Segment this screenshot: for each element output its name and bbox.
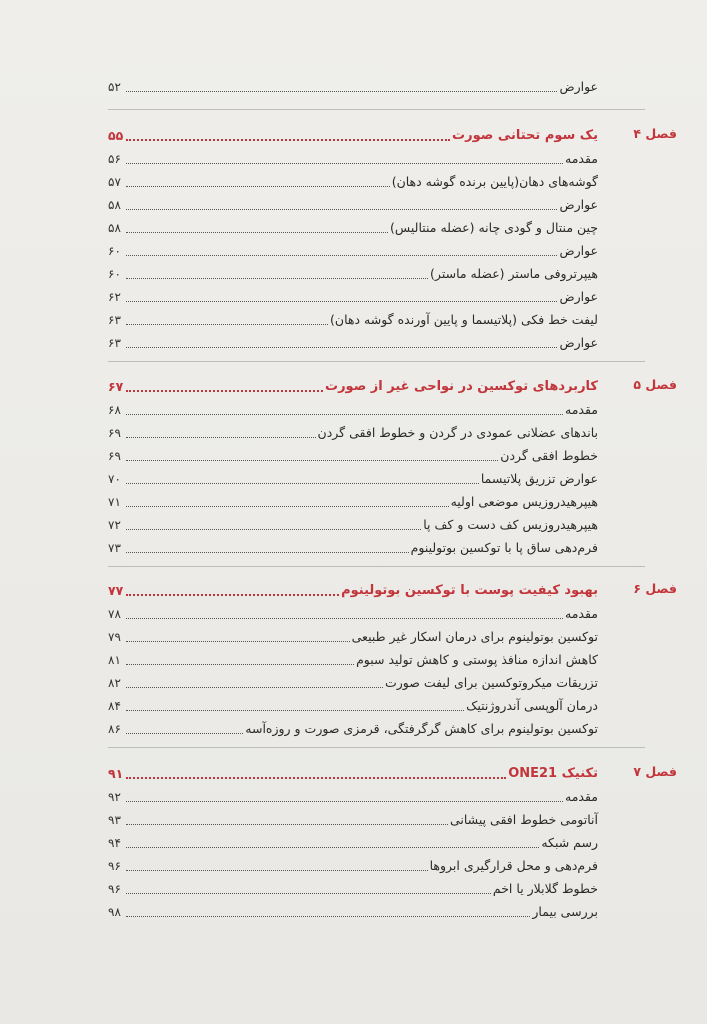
toc-item-title: فرم‌دهی و محل قرارگیری ابروها — [429, 858, 598, 873]
toc-item-title: عوارض — [559, 289, 598, 304]
dot-leader — [126, 641, 350, 642]
dot-leader — [126, 91, 557, 92]
dot-leader — [126, 232, 388, 233]
dot-leader — [126, 186, 390, 187]
chapter-label: فصل ۵ — [633, 377, 677, 392]
toc-item — [108, 491, 598, 511]
toc-item — [108, 809, 598, 829]
dot-leader — [126, 209, 557, 210]
dot-leader — [126, 710, 464, 711]
toc-item-title: چین منتال و گودی چانه (عضله منتالیس) — [390, 220, 598, 235]
toc-item-title: خطوط گلابلار یا اخم — [492, 881, 598, 896]
dot-leader — [126, 687, 383, 688]
dot-leader — [126, 529, 421, 530]
toc-item — [108, 718, 598, 738]
dot-leader — [126, 437, 316, 438]
toc-item-title: خطوط افقی گردن — [500, 448, 598, 463]
toc-item — [108, 695, 598, 715]
toc-item — [108, 217, 598, 237]
chapter-heading — [108, 580, 598, 600]
chapter-label: فصل ۶ — [633, 581, 677, 596]
toc-item-page: ۷۹ — [108, 630, 121, 644]
toc-item — [108, 603, 598, 623]
toc-item — [108, 626, 598, 646]
toc-item-page: ۸۶ — [108, 722, 121, 736]
chapter-heading — [108, 763, 598, 783]
toc-item-title: عوارض — [559, 335, 598, 350]
section-divider — [108, 566, 645, 567]
toc-item-title: درمان آلوپسی آندروژنتیک — [466, 698, 598, 713]
toc-item-page: ۹۴ — [108, 836, 121, 850]
toc-item — [108, 194, 598, 214]
toc-item — [108, 786, 598, 806]
dot-leader — [126, 777, 506, 779]
toc-item-title: فرم‌دهی ساق پا با توکسین بوتولینوم — [410, 540, 598, 555]
chapter-page: ۵۵ — [108, 128, 124, 143]
toc-item — [108, 171, 598, 191]
toc-item-title: لیفت خط فکی (پلاتیسما و پایین آورنده گوشه دهان) — [330, 312, 598, 327]
chapter-label: فصل ۷ — [633, 764, 677, 779]
chapter-heading — [108, 376, 598, 396]
toc-item-title: مقدمه — [565, 789, 598, 804]
dot-leader — [126, 824, 448, 825]
dot-leader — [126, 506, 449, 507]
toc-item — [108, 514, 598, 534]
toc-item-page: ۵۸ — [108, 198, 121, 212]
dot-leader — [126, 163, 563, 164]
toc-item-page: ۷۱ — [108, 495, 121, 509]
toc-item — [108, 878, 598, 898]
dot-leader — [126, 801, 563, 802]
dot-leader — [126, 347, 557, 348]
toc-item-title: مقدمه — [565, 606, 598, 621]
toc-item-page: ۶۳ — [108, 336, 121, 350]
toc-item — [108, 672, 598, 692]
chapter-page: ۹۱ — [108, 766, 124, 781]
toc-item — [108, 309, 598, 329]
toc-item-page: ۶۹ — [108, 449, 121, 463]
toc-item — [108, 468, 598, 488]
toc-item-page: ۵۶ — [108, 152, 121, 166]
dot-leader — [126, 460, 498, 461]
toc-item-page: ۷۰ — [108, 472, 121, 486]
toc-item — [108, 445, 598, 465]
dot-leader — [126, 301, 557, 302]
toc-item-page: ۶۳ — [108, 313, 121, 327]
toc-item — [108, 537, 598, 557]
toc-item-page: ۷۳ — [108, 541, 121, 555]
toc-item — [108, 649, 598, 669]
toc-item-title: توکسین بوتولینوم برای کاهش گرگرفتگی، قرمزی صورت و روزه‌آسه — [245, 721, 598, 736]
toc-item-page: ۹۶ — [108, 859, 121, 873]
toc-item-title: هیپرهیدروزیس موضعی اولیه — [450, 494, 598, 509]
section-divider — [108, 109, 645, 110]
dot-leader — [126, 733, 243, 734]
toc-item — [108, 286, 598, 306]
toc-item-title: عوارض — [559, 79, 598, 94]
toc-item-page: ۹۶ — [108, 882, 121, 896]
chapter-page: ۶۷ — [108, 379, 124, 394]
toc-item-title: باندهای عضلانی عمودی در گردن و خطوط افقی گردن — [317, 425, 598, 440]
toc-item-page: ۸۱ — [108, 653, 121, 667]
toc-item-title: آناتومی خطوط افقی پیشانی — [449, 812, 598, 827]
dot-leader — [126, 278, 428, 279]
dot-leader — [126, 870, 428, 871]
dot-leader — [126, 139, 450, 141]
toc-item-title: کاهش اندازه منافذ پوستی و کاهش تولید سبوم — [356, 652, 598, 667]
toc-item-page: ۷۸ — [108, 607, 121, 621]
toc-item — [108, 263, 598, 283]
toc-item — [108, 332, 598, 352]
toc-item-page: ۹۲ — [108, 790, 121, 804]
dot-leader — [126, 618, 563, 619]
toc-item-page: ۸۴ — [108, 699, 121, 713]
chapter-page: ۷۷ — [108, 583, 124, 598]
dot-leader — [126, 664, 354, 665]
toc-item-page: ۶۰ — [108, 267, 121, 281]
toc-item-page: ۸۲ — [108, 676, 121, 690]
toc-item-title: بررسی بیمار — [532, 904, 598, 919]
dot-leader — [126, 414, 563, 415]
toc-item — [108, 399, 598, 419]
toc-item-page: ۹۸ — [108, 905, 121, 919]
dot-leader — [126, 594, 339, 596]
toc-item-page: ۶۹ — [108, 426, 121, 440]
chapter-label: فصل ۴ — [633, 126, 677, 141]
toc-item — [108, 901, 598, 921]
toc-item-title: عوارض — [559, 197, 598, 212]
toc-item — [108, 148, 598, 168]
chapter-title: یک سوم تحتانی صورت — [452, 128, 598, 143]
toc-item-title: رسم شبکه — [541, 835, 598, 850]
toc-item — [108, 832, 598, 852]
toc-item-page: ۶۰ — [108, 244, 121, 258]
toc-item-title: مقدمه — [565, 402, 598, 417]
toc-item-title: گوشه‌های دهان(پایین برنده گوشه دهان) — [391, 174, 598, 189]
chapter-title: تکنیک ONE21 — [508, 766, 598, 781]
toc-item-title: هیپرتروفی ماستر (عضله ماستر) — [430, 266, 598, 281]
toc-item — [108, 855, 598, 875]
chapter-title: کاربردهای توکسین در نواحی غیر از صورت — [325, 379, 598, 394]
toc-item — [108, 76, 598, 96]
chapter-title: بهبود کیفیت پوست با توکسین بوتولینوم — [341, 583, 598, 598]
toc-item — [108, 422, 598, 442]
dot-leader — [126, 893, 491, 894]
toc-item-title: توکسین بوتولینوم برای درمان اسکار غیر طبیعی — [351, 629, 598, 644]
toc-item-page: ۵۲ — [108, 80, 121, 94]
dot-leader — [126, 483, 479, 484]
toc-item-title: عوارض — [559, 243, 598, 258]
toc-item-page: ۶۸ — [108, 403, 121, 417]
chapter-heading — [108, 125, 598, 145]
dot-leader — [126, 324, 328, 325]
toc-item-page: ۶۲ — [108, 290, 121, 304]
toc-item-page: ۵۸ — [108, 221, 121, 235]
dot-leader — [126, 847, 539, 848]
dot-leader — [126, 390, 323, 392]
toc-item-page: ۵۷ — [108, 175, 121, 189]
toc-item-page: ۷۲ — [108, 518, 121, 532]
toc-item-title: عوارض تزریق پلاتیسما — [480, 471, 598, 486]
dot-leader — [126, 552, 409, 553]
toc-item-title: تزریقات میکروتوکسین برای لیفت صورت — [384, 675, 598, 690]
toc-item-title: هیپرهیدروزیس کف دست و کف پا — [423, 517, 598, 532]
toc-item — [108, 240, 598, 260]
toc-item-title: مقدمه — [565, 151, 598, 166]
toc-item-page: ۹۳ — [108, 813, 121, 827]
dot-leader — [126, 255, 557, 256]
section-divider — [108, 747, 645, 748]
section-divider — [108, 361, 645, 362]
dot-leader — [126, 916, 530, 917]
